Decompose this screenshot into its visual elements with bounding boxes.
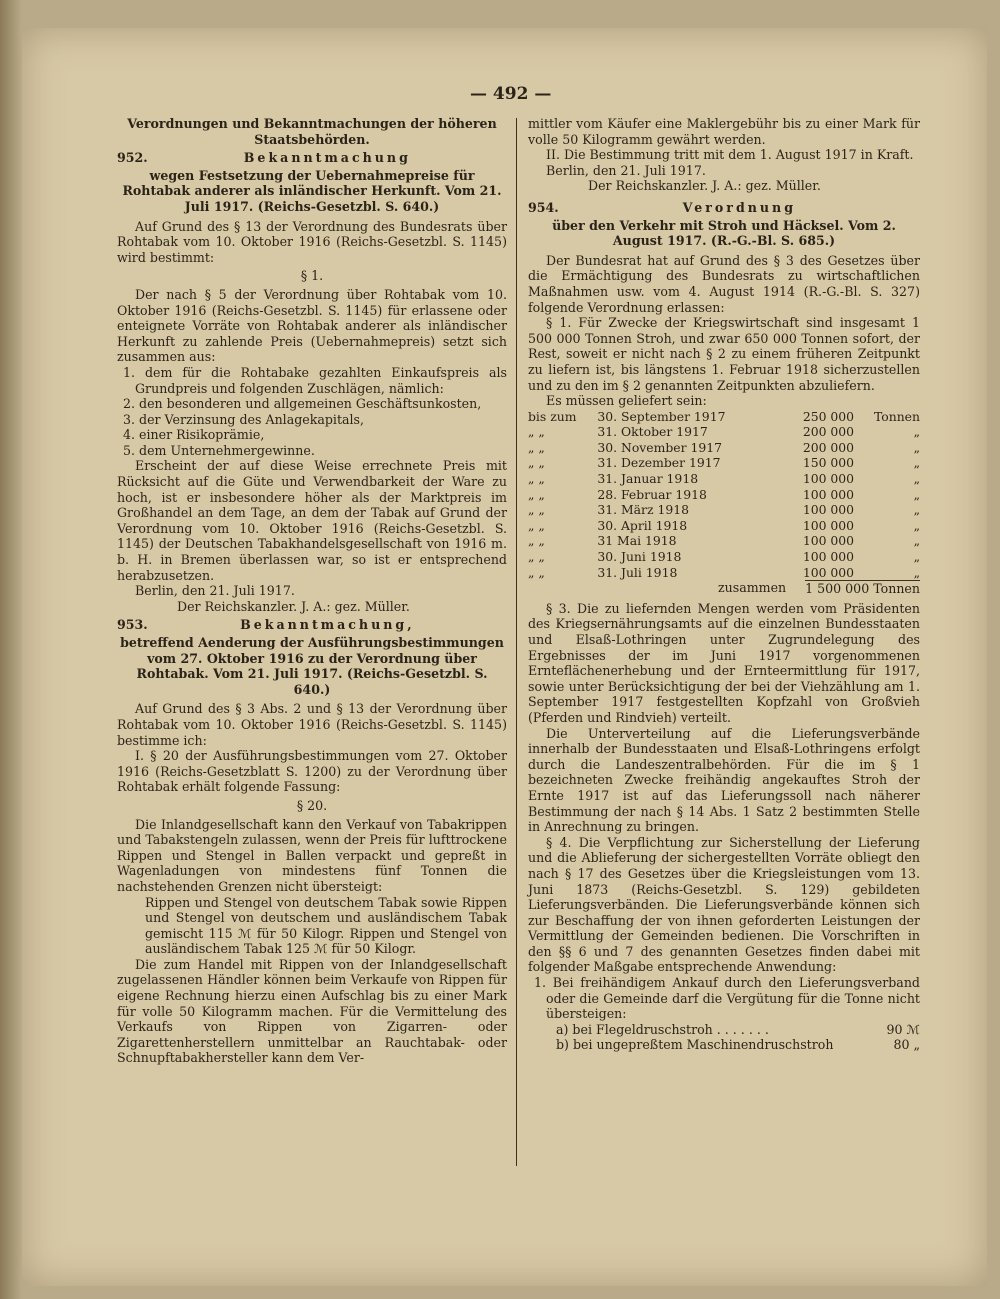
delivery-unit: „ [913, 564, 920, 580]
para-953-4: Die zum Handel mit Rippen von der Inlandgesellschaft zugelassenen Händler können beim Verkaufe von Rippen für eigene Rechnung hierzu einen Aufschlag bis zu einer Mark für volle 50 Kilogramm machen. Für die Vermittelung des Verkaufs von Rippen von Zigarren- oder Zigarettenherstellern unmittelbar an Rauchtabak- oder Schnupftabakhersteller kann dem Ver- [117, 956, 507, 1066]
section-mark: § 1. [300, 268, 324, 284]
body-952: Der nach § 5 der Verordnung über Rohtabak vom 10. Oktober 1916 (Reichs-Gesetzbl. S. 1145) für erlassene oder enteignete Vorräte von Rohtabak anderer als inländischer Herkunft zu zahlende Preis (Uebernahmepreis) setzt sich zusammen aus: [117, 286, 507, 365]
total-label: zusammen [718, 580, 787, 596]
delivery-prefix: „ „ [528, 455, 545, 471]
delivery-date: 31. Juli 1918 [597, 564, 678, 580]
right-column [528, 116, 920, 1053]
delivery-unit: „ [913, 424, 920, 440]
para-s4-1: 1. Bei freihändigem Ankauf durch den Lieferungsverband oder die Gemeinde darf die Vergütung für die Tonne nicht übersteigen: [534, 975, 920, 1022]
delivery-quantity: 100 000 [802, 486, 855, 502]
delivery-quantity: 100 000 [802, 533, 855, 549]
para-s3: § 3. Die zu liefernden Mengen werden vom Präsidenten des Kriegsernährungsamts auf die einzelnen Bundesstaaten und Elsaß-Lothringen unter Zugrundelegung des Ergebnisses der im Juni 1917 vorgenommenen Ernteflächenerhebung und der Ernteermittlung für 1917, sowie unter Berücksichtigung der bei der Viehzählung am 1. September 1917 festgestellten Kopfzahl von Großvieh (Pferden und Rindvieh) verteilt. [528, 600, 920, 725]
list-item: 1. dem für die Rohtabake gezahlten Einkaufspreis als Grundpreis und folgenden Zuschlägen, nämlich: [123, 364, 507, 396]
section-mark: § 20. [296, 797, 328, 813]
heading-953 [117, 617, 507, 633]
page-number: — 492 — [470, 84, 552, 104]
delivery-row [528, 487, 920, 503]
delivery-quantity: 100 000 [802, 564, 855, 580]
intro-952: Auf Grund des § 13 der Verordnung des Bundesrats über Rohtabak vom 10. Oktober 1916 (Reichs-Gesetzbl. S. 1145) wird bestimmt: [117, 218, 507, 265]
column-divider [516, 118, 517, 1166]
delivery-date: 31. Oktober 1917 [597, 424, 708, 440]
delivery-prefix: „ „ [528, 533, 545, 549]
continued-text: mittler vom Käufer eine Maklergebühr bis zu einer Mark für volle 50 Kilogramm gewährt werden. [528, 116, 920, 147]
para-s2: Es müssen geliefert sein: [546, 393, 707, 409]
delivery-quantity: 150 000 [802, 455, 855, 471]
delivery-quantity: 100 000 [802, 471, 855, 487]
delivery-prefix: bis zum [528, 408, 577, 424]
heading-954 [528, 200, 920, 216]
delivery-date: 30. April 1918 [597, 517, 688, 533]
delivery-prefix: „ „ [528, 502, 545, 518]
para-s3b: Die Unterverteilung auf die Lieferungsverbände innerhalb der Bundesstaaten und Elsaß-Lothringens erfolgt durch die Landeszentralbehörden. Für die im § 1 bezeichneten Zwecke freihändig angekauftes Stroh der Ernte 1917 ist auf das Lieferungssoll nach näherer Bestimmung der nach § 14 Abs. 1 Satz 2 bestimmten Stelle in Anrechnung zu bringen. [528, 725, 920, 835]
item-kind: Bekanntmachung, [240, 617, 415, 633]
list-item: 5. dem Unternehmergewinne. [123, 442, 315, 458]
delivery-unit: „ [913, 533, 920, 549]
place-date: Berlin, den 21. Juli 1917. [546, 162, 706, 178]
list-item: 3. der Verzinsung des Anlagekapitals, [123, 411, 365, 427]
para-ii: II. Die Bestimmung tritt mit dem 1. August 1917 in Kraft. [546, 147, 914, 163]
delivery-unit: „ [913, 439, 920, 455]
delivery-date: 31. Januar 1918 [597, 471, 699, 487]
price-row [528, 1037, 920, 1053]
delivery-prefix: „ „ [528, 424, 545, 440]
delivery-unit: „ [913, 517, 920, 533]
price-label: a) bei Flegeldruschstroh . . . . . . . [556, 1021, 769, 1037]
delivery-row [528, 455, 920, 471]
delivery-quantity: 100 000 [802, 517, 855, 533]
delivery-unit: „ [913, 471, 920, 487]
delivery-row [528, 565, 920, 581]
para-s4: § 4. Die Verpflichtung zur Sicherstellung der Lieferung und die Ablieferung der sichergestellten Vorräte obliegt den nach § 17 des Gesetzes über die Kriegsleistungen vom 13. Juni 1873 (Reichs-Gesetzbl. S. 129) gebildeten Lieferungsverbänden. Die Lieferungsverbände können sich zur Beschaffung der von ihnen geforderten Leistungen der Vermittlung der Gemeinden bedienen. Die Vorschriften in den §§ 6 und 7 des genannten Gesetzes finden dabei mit folgender Maßgabe entsprechende Anwendung: [528, 834, 920, 975]
delivery-date: 30. November 1917 [597, 439, 723, 455]
delivery-quantity: 100 000 [802, 502, 855, 518]
delivery-row [528, 471, 920, 487]
delivery-prefix: „ „ [528, 486, 545, 502]
delivery-quantity: 250 000 [802, 408, 855, 424]
para-953-1: I. § 20 der Ausführungsbestimmungen vom 27. Oktober 1916 (Reichs-Gesetzblatt S. 1200) zu der Verordnung über Rohtabak erhält folgende Fassung: [117, 748, 507, 795]
price-value: 80 „ [893, 1037, 920, 1053]
delivery-row [528, 502, 920, 518]
title-952: wegen Festsetzung der Uebernahmepreise für Rohtabak anderer als inländischer Herkunft. Vom 21. Juli 1917. (Reichs-Gesetzbl. S. 640.) [122, 167, 502, 214]
delivery-row [528, 549, 920, 565]
delivery-prefix: „ „ [528, 439, 545, 455]
para-953-2: Die Inlandgesellschaft kann den Verkauf von Tabakrippen und Tabakstengeln zulassen, wenn der Preis für lufttrockene Rippen und Stengel in Ballen verpackt und gepreßt in Wagenladungen von mindestens fünf Tonnen die nachstehenden Grenzen nicht übersteigt: [117, 816, 507, 894]
item-kind: Bekanntmachung [243, 150, 411, 166]
title-953: betreffend Aenderung der Ausführungsbestimmungen vom 27. Oktober 1916 zu der Verordnung über Rohtabak. Vom 21. Juli 1917. (Reichs-Gesetzbl. S. 640.) [120, 635, 504, 697]
section-title: Verordnungen und Bekanntmachungen der höheren Staatsbehörden. [127, 116, 497, 147]
delivery-date: 31. März 1918 [597, 502, 689, 518]
delivery-row [528, 533, 920, 549]
delivery-date: 30. September 1917 [597, 408, 726, 424]
delivery-quantity: 200 000 [802, 424, 855, 440]
para-953-3: Rippen und Stengel von deutschem Tabak sowie Rippen und Stengel von deutschem und ausländischem Tabak gemischt 115 ℳ für 50 Kilogr. Rippen und Stengel von ausländischem Tabak 125 ℳ für 50 Kilogr. [145, 894, 507, 957]
delivery-row [528, 518, 920, 534]
delivery-prefix: „ „ [528, 517, 545, 533]
price-value: 90 ℳ [886, 1021, 920, 1037]
total-value: 1 500 000 Tonnen [805, 581, 920, 597]
delivery-prefix: „ „ [528, 564, 545, 580]
signature: Der Reichskanzler. J. A.: gez. Müller. [177, 598, 410, 614]
place-date: Berlin, den 21. Juli 1917. [135, 583, 295, 599]
delivery-unit: „ [913, 486, 920, 502]
body2-952: Erscheint der auf diese Weise errechnete Preis mit Rücksicht auf die Güte und Verwendbarkeit der Ware zu hoch, ist er insbesondere höher als der Marktpreis im Großhandel an dem Tage, an dem der Tabak auf Grund der Verordnung vom 10. Oktober 1916 (Reichs-Gesetzbl. S. 1145) der Deutschen Tabakhandelsgesellschaft von 1916 m. b. H. in Bremen überlassen war, so ist er entsprechend herabzusetzen. [117, 458, 507, 583]
delivery-prefix: „ „ [528, 549, 545, 565]
total-row [528, 580, 920, 597]
delivery-date: 31. Dezember 1917 [597, 455, 721, 471]
price-row [528, 1022, 920, 1038]
intro-953: Auf Grund des § 3 Abs. 2 und § 13 der Verordnung über Rohtabak vom 10. Oktober 1916 (Reichs-Gesetzbl. S. 1145) bestimme ich: [117, 701, 507, 748]
item-kind: Verordnung [682, 199, 797, 215]
signature: Der Reichskanzler. J. A.: gez. Müller. [588, 178, 821, 194]
delivery-prefix: „ „ [528, 471, 545, 487]
item-number: 952. [117, 150, 148, 166]
delivery-row [528, 409, 920, 425]
list-item: 2. den besonderen und allgemeinen Geschäftsunkosten, [123, 396, 482, 412]
list-item: 4. einer Risikoprämie, [123, 427, 265, 443]
delivery-unit: Tonnen [873, 408, 920, 424]
left-column [117, 116, 507, 1066]
title-954: über den Verkehr mit Stroh und Häcksel. Vom 2. August 1917. (R.-G.-Bl. S. 685.) [552, 217, 896, 249]
delivery-table [528, 409, 920, 581]
delivery-row [528, 424, 920, 440]
delivery-date: 28. Februar 1918 [597, 486, 707, 502]
para-s1: § 1. Für Zwecke der Kriegswirtschaft sind insgesamt 1 500 000 Tonnen Stroh, und zwar 650 000 Tonnen sofort, der Rest, soweit er nicht nach § 2 zu einem früheren Zeitpunkt zu liefern ist, bis längstens 1. Februar 1918 sicherzustellen und zu den im § 2 genannten Zeitpunkten abzuliefern. [528, 315, 920, 393]
delivery-quantity: 200 000 [802, 439, 855, 455]
intro-954: Der Bundesrat hat auf Grund des § 3 des Gesetzes über die Ermächtigung des Bundesrats zu wirtschaftlichen Maßnahmen usw. vom 4. August 1914 (R.-G.-Bl. S. 327) folgende Verordnung erlassen: [528, 252, 920, 315]
delivery-quantity: 100 000 [802, 549, 855, 565]
delivery-unit: „ [913, 455, 920, 471]
delivery-date: 30. Juni 1918 [597, 549, 682, 565]
delivery-unit: „ [913, 502, 920, 518]
heading-952 [117, 150, 507, 166]
item-number: 953. [117, 617, 148, 633]
book-spine [0, 0, 22, 1299]
delivery-unit: „ [913, 549, 920, 565]
delivery-date: 31 Mai 1918 [597, 533, 677, 549]
item-number: 954. [528, 199, 559, 215]
price-label: b) bei ungepreßtem Maschinendruschstroh [556, 1037, 834, 1053]
delivery-row [528, 440, 920, 456]
